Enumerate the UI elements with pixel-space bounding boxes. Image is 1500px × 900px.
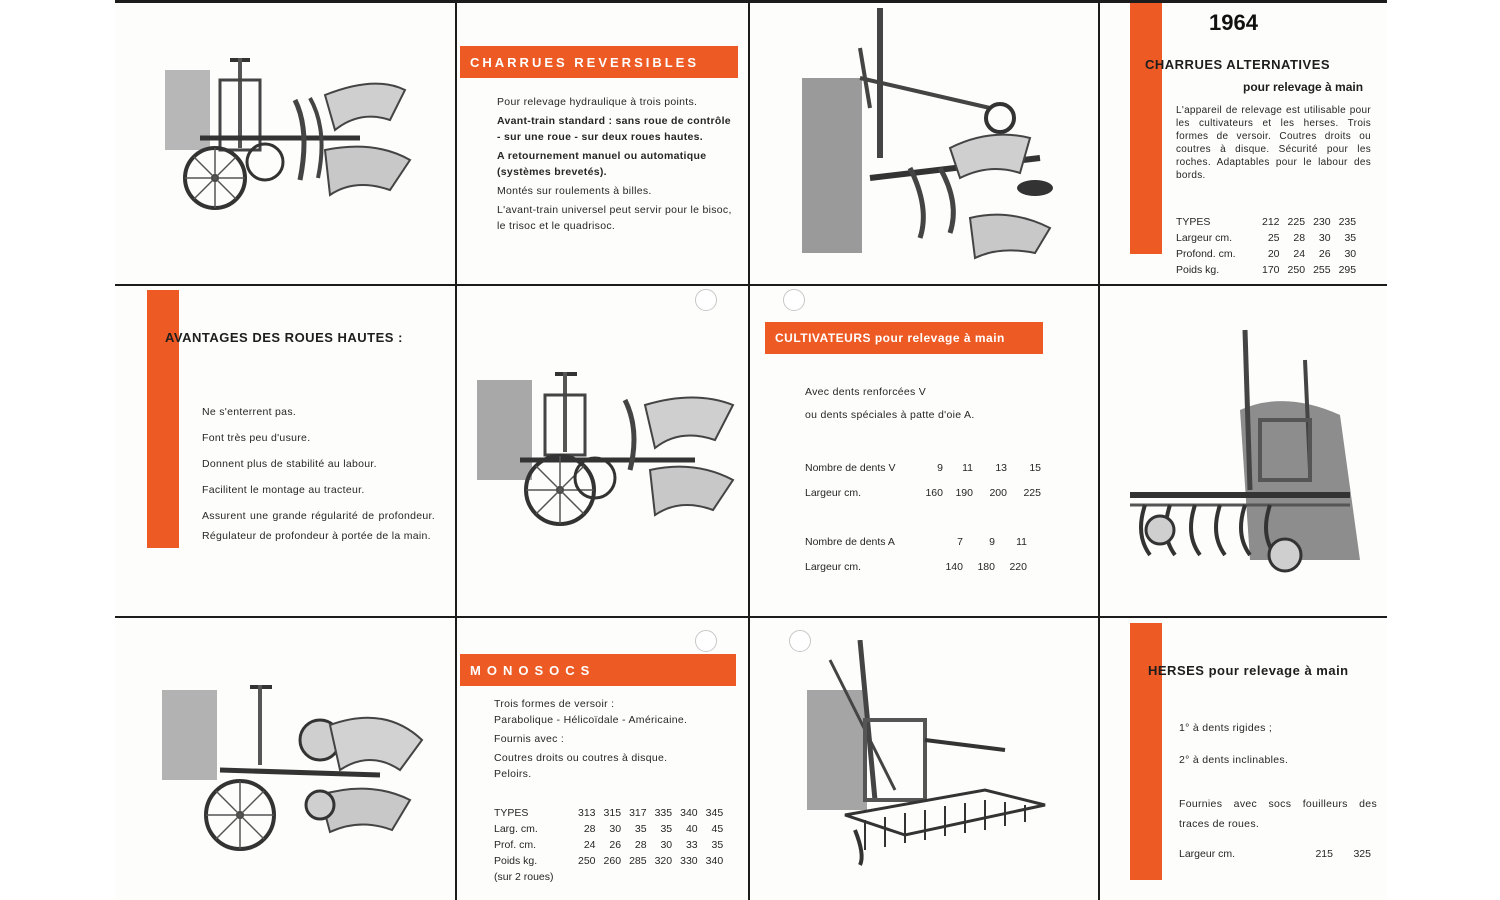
cell: 225	[1023, 486, 1041, 499]
high-wheel-plough-illustration	[475, 370, 740, 530]
row-divider-2	[115, 616, 1387, 618]
cell: 35	[711, 839, 724, 851]
row-label: Largeur cm.	[805, 560, 862, 573]
row-label: Prof. cm.	[494, 839, 537, 851]
accent-bar	[1130, 3, 1162, 254]
cell: 7	[957, 535, 963, 548]
reversibles-line: Avant-train standard : sans roue de contrôle - sur une roue - sur deux roues hautes.	[497, 115, 731, 143]
cell: 33	[685, 839, 698, 851]
row-label: TYPES	[1176, 216, 1211, 228]
cell: 212	[1262, 216, 1280, 228]
cell: 9	[989, 535, 995, 548]
cell: 40	[685, 823, 698, 835]
cell: 180	[977, 560, 995, 573]
cell: 30	[609, 823, 622, 835]
cell: 26	[1318, 248, 1331, 260]
accent-bar	[147, 290, 179, 548]
table-row	[1179, 846, 1375, 862]
row-label: Poids kg.	[494, 855, 538, 867]
row-label: Nombre de dents V	[805, 461, 896, 474]
cell: 285	[629, 855, 647, 867]
cell: 11	[962, 461, 973, 474]
monosocs-text	[494, 696, 694, 785]
reversibles-title: CHARRUES REVERSIBLES	[460, 46, 738, 78]
cell: 235	[1338, 216, 1357, 228]
monosocs-spec-table	[494, 805, 727, 885]
cell: 28	[1293, 232, 1306, 244]
avantages-item: Font très peu d'usure.	[202, 432, 311, 444]
cell: 250	[578, 855, 596, 867]
cell: 15	[1029, 461, 1041, 474]
row-label: Largeur cm.	[805, 486, 862, 499]
alternatives-title: CHARRUES ALTERNATIVES	[1145, 57, 1331, 72]
cell: 190	[955, 486, 973, 499]
cell: 26	[609, 839, 622, 851]
cell: 255	[1313, 264, 1331, 276]
row-label: TYPES	[494, 807, 529, 819]
herses-item-1: 1° à dents rigides ;	[1179, 722, 1273, 734]
monosocs-line: Trois formes de versoir :	[494, 698, 615, 710]
table-row	[494, 821, 727, 837]
avantages-item: Facilitent le montage au tracteur.	[202, 484, 365, 496]
cell: 35	[1344, 232, 1357, 244]
brochure-sheet	[115, 0, 1387, 900]
cell: 9	[937, 461, 943, 474]
harrow-illustration	[805, 640, 1055, 870]
punch-hole	[695, 630, 717, 652]
table-row	[805, 480, 1045, 505]
cell: 11	[1016, 535, 1027, 548]
cell: 340	[680, 807, 698, 819]
cell: 295	[1338, 264, 1357, 276]
cell: 35	[634, 823, 647, 835]
cell: 325	[1353, 848, 1371, 860]
alternative-plough-illustration	[800, 8, 1070, 268]
cultivateurs-title: CULTIVATEURS pour relevage à main	[765, 322, 1043, 354]
cell: 200	[989, 486, 1007, 499]
row-label: Profond. cm.	[1176, 248, 1236, 260]
table-row	[494, 869, 727, 885]
cell: 24	[583, 839, 596, 851]
cell: 340	[705, 855, 724, 867]
cell: 313	[578, 807, 596, 819]
avantages-title: AVANTAGES DES ROUES HAUTES :	[165, 330, 403, 345]
cell: 230	[1313, 216, 1331, 228]
cell: 30	[1344, 248, 1357, 260]
cultivateurs-v-table	[805, 455, 1045, 505]
herses-title: HERSES pour relevage à main	[1148, 663, 1349, 678]
cell: 28	[583, 823, 596, 835]
avantages-list	[202, 402, 435, 549]
cell: 225	[1287, 216, 1306, 228]
cell: 215	[1315, 848, 1333, 860]
avantages-item: Donnent plus de stabilité au labour.	[202, 458, 377, 470]
cell: 35	[660, 823, 673, 835]
cell: 140	[945, 560, 963, 573]
table-row	[805, 529, 1031, 554]
cultivator-illustration	[1110, 320, 1380, 585]
cell: 24	[1293, 248, 1306, 260]
herses-width-table	[1179, 846, 1375, 862]
cell: 320	[654, 855, 673, 867]
col-divider-3	[1098, 0, 1100, 900]
col-divider-2	[748, 0, 750, 900]
reversibles-line: Pour relevage hydraulique à trois points.	[497, 96, 698, 108]
table-row	[1176, 262, 1360, 278]
cell: 335	[654, 807, 673, 819]
alternatives-subtitle: pour relevage à main	[1243, 80, 1364, 94]
punch-hole	[783, 289, 805, 311]
reversibles-line: Montés sur roulements à billes.	[497, 185, 652, 197]
accent-bar	[1130, 623, 1162, 880]
avantages-item: Assurent une grande régularité de profondeur. Régulateur de profondeur à portée de la main.	[202, 510, 435, 542]
avantages-item: Ne s'enterrent pas.	[202, 406, 297, 418]
row-label: Largeur cm.	[1176, 232, 1233, 244]
reversibles-line: L'avant-train universel peut servir pour le bisoc, le trisoc et le quadrisoc.	[497, 204, 732, 232]
cell: 30	[1318, 232, 1331, 244]
alternatives-description: L'appareil de relevage est utilisable pour les cultivateurs et les herses. Trois formes de versoir. Coutres droits ou coutres à disque. Sécurité pour les roches. Adaptables pour le labour des bords.	[1176, 105, 1371, 181]
reversibles-text	[497, 94, 732, 237]
cell: 20	[1267, 248, 1280, 260]
row-label: Nombre de dents A	[805, 535, 895, 548]
alternatives-spec-table	[1176, 214, 1360, 278]
cell: 13	[995, 461, 1007, 474]
cultivateurs-intro-2: ou dents spéciales à patte d'oie A.	[805, 409, 975, 421]
top-border	[115, 0, 1387, 3]
punch-hole	[695, 289, 717, 311]
cell: 220	[1009, 560, 1027, 573]
cell: 315	[603, 807, 622, 819]
cell: 250	[1287, 264, 1306, 276]
cell: 345	[705, 807, 724, 819]
year-label: 1964	[1209, 10, 1258, 35]
cell: 330	[680, 855, 698, 867]
table-row	[1176, 214, 1360, 230]
monosocs-line: Fournis avec :	[494, 733, 565, 745]
cell: 45	[711, 823, 724, 835]
monosocs-line: Parabolique - Hélicoïdale - Américaine.	[494, 714, 688, 726]
table-row	[805, 554, 1031, 579]
reversibles-line: A retournement manuel ou automatique (systèmes brevetés).	[497, 150, 707, 178]
col-divider-1	[455, 0, 457, 900]
monosocs-line: Coutres droits ou coutres à disque. Peloirs.	[494, 752, 668, 780]
row-label: Poids kg.	[1176, 264, 1220, 276]
row-label: Larg. cm.	[494, 823, 538, 835]
herses-item-2: 2° à dents inclinables.	[1179, 754, 1289, 766]
cell: 28	[634, 839, 647, 851]
cultivateurs-intro-1: Avec dents renforcées V	[805, 386, 927, 398]
cell: 317	[629, 807, 647, 819]
table-row	[805, 455, 1045, 480]
table-row	[494, 805, 727, 821]
herses-note: Fournies avec socs fouilleurs des traces de roues.	[1179, 798, 1377, 830]
cell: 30	[660, 839, 673, 851]
table-row	[1176, 246, 1360, 262]
table-row	[494, 853, 727, 869]
row-divider-1	[115, 284, 1387, 286]
cell: 260	[603, 855, 622, 867]
monosocs-footnote: (sur 2 roues)	[494, 871, 554, 883]
table-row	[1176, 230, 1360, 246]
cell: 25	[1267, 232, 1280, 244]
table-row	[494, 837, 727, 853]
reversible-plough-illustration	[160, 50, 430, 220]
cell: 160	[925, 486, 943, 499]
cultivateurs-a-table	[805, 529, 1031, 579]
monosoc-illustration	[160, 680, 430, 860]
monosocs-title: MONOSOCS	[460, 654, 736, 686]
cell: 170	[1262, 264, 1280, 276]
row-label: Largeur cm.	[1179, 848, 1236, 860]
